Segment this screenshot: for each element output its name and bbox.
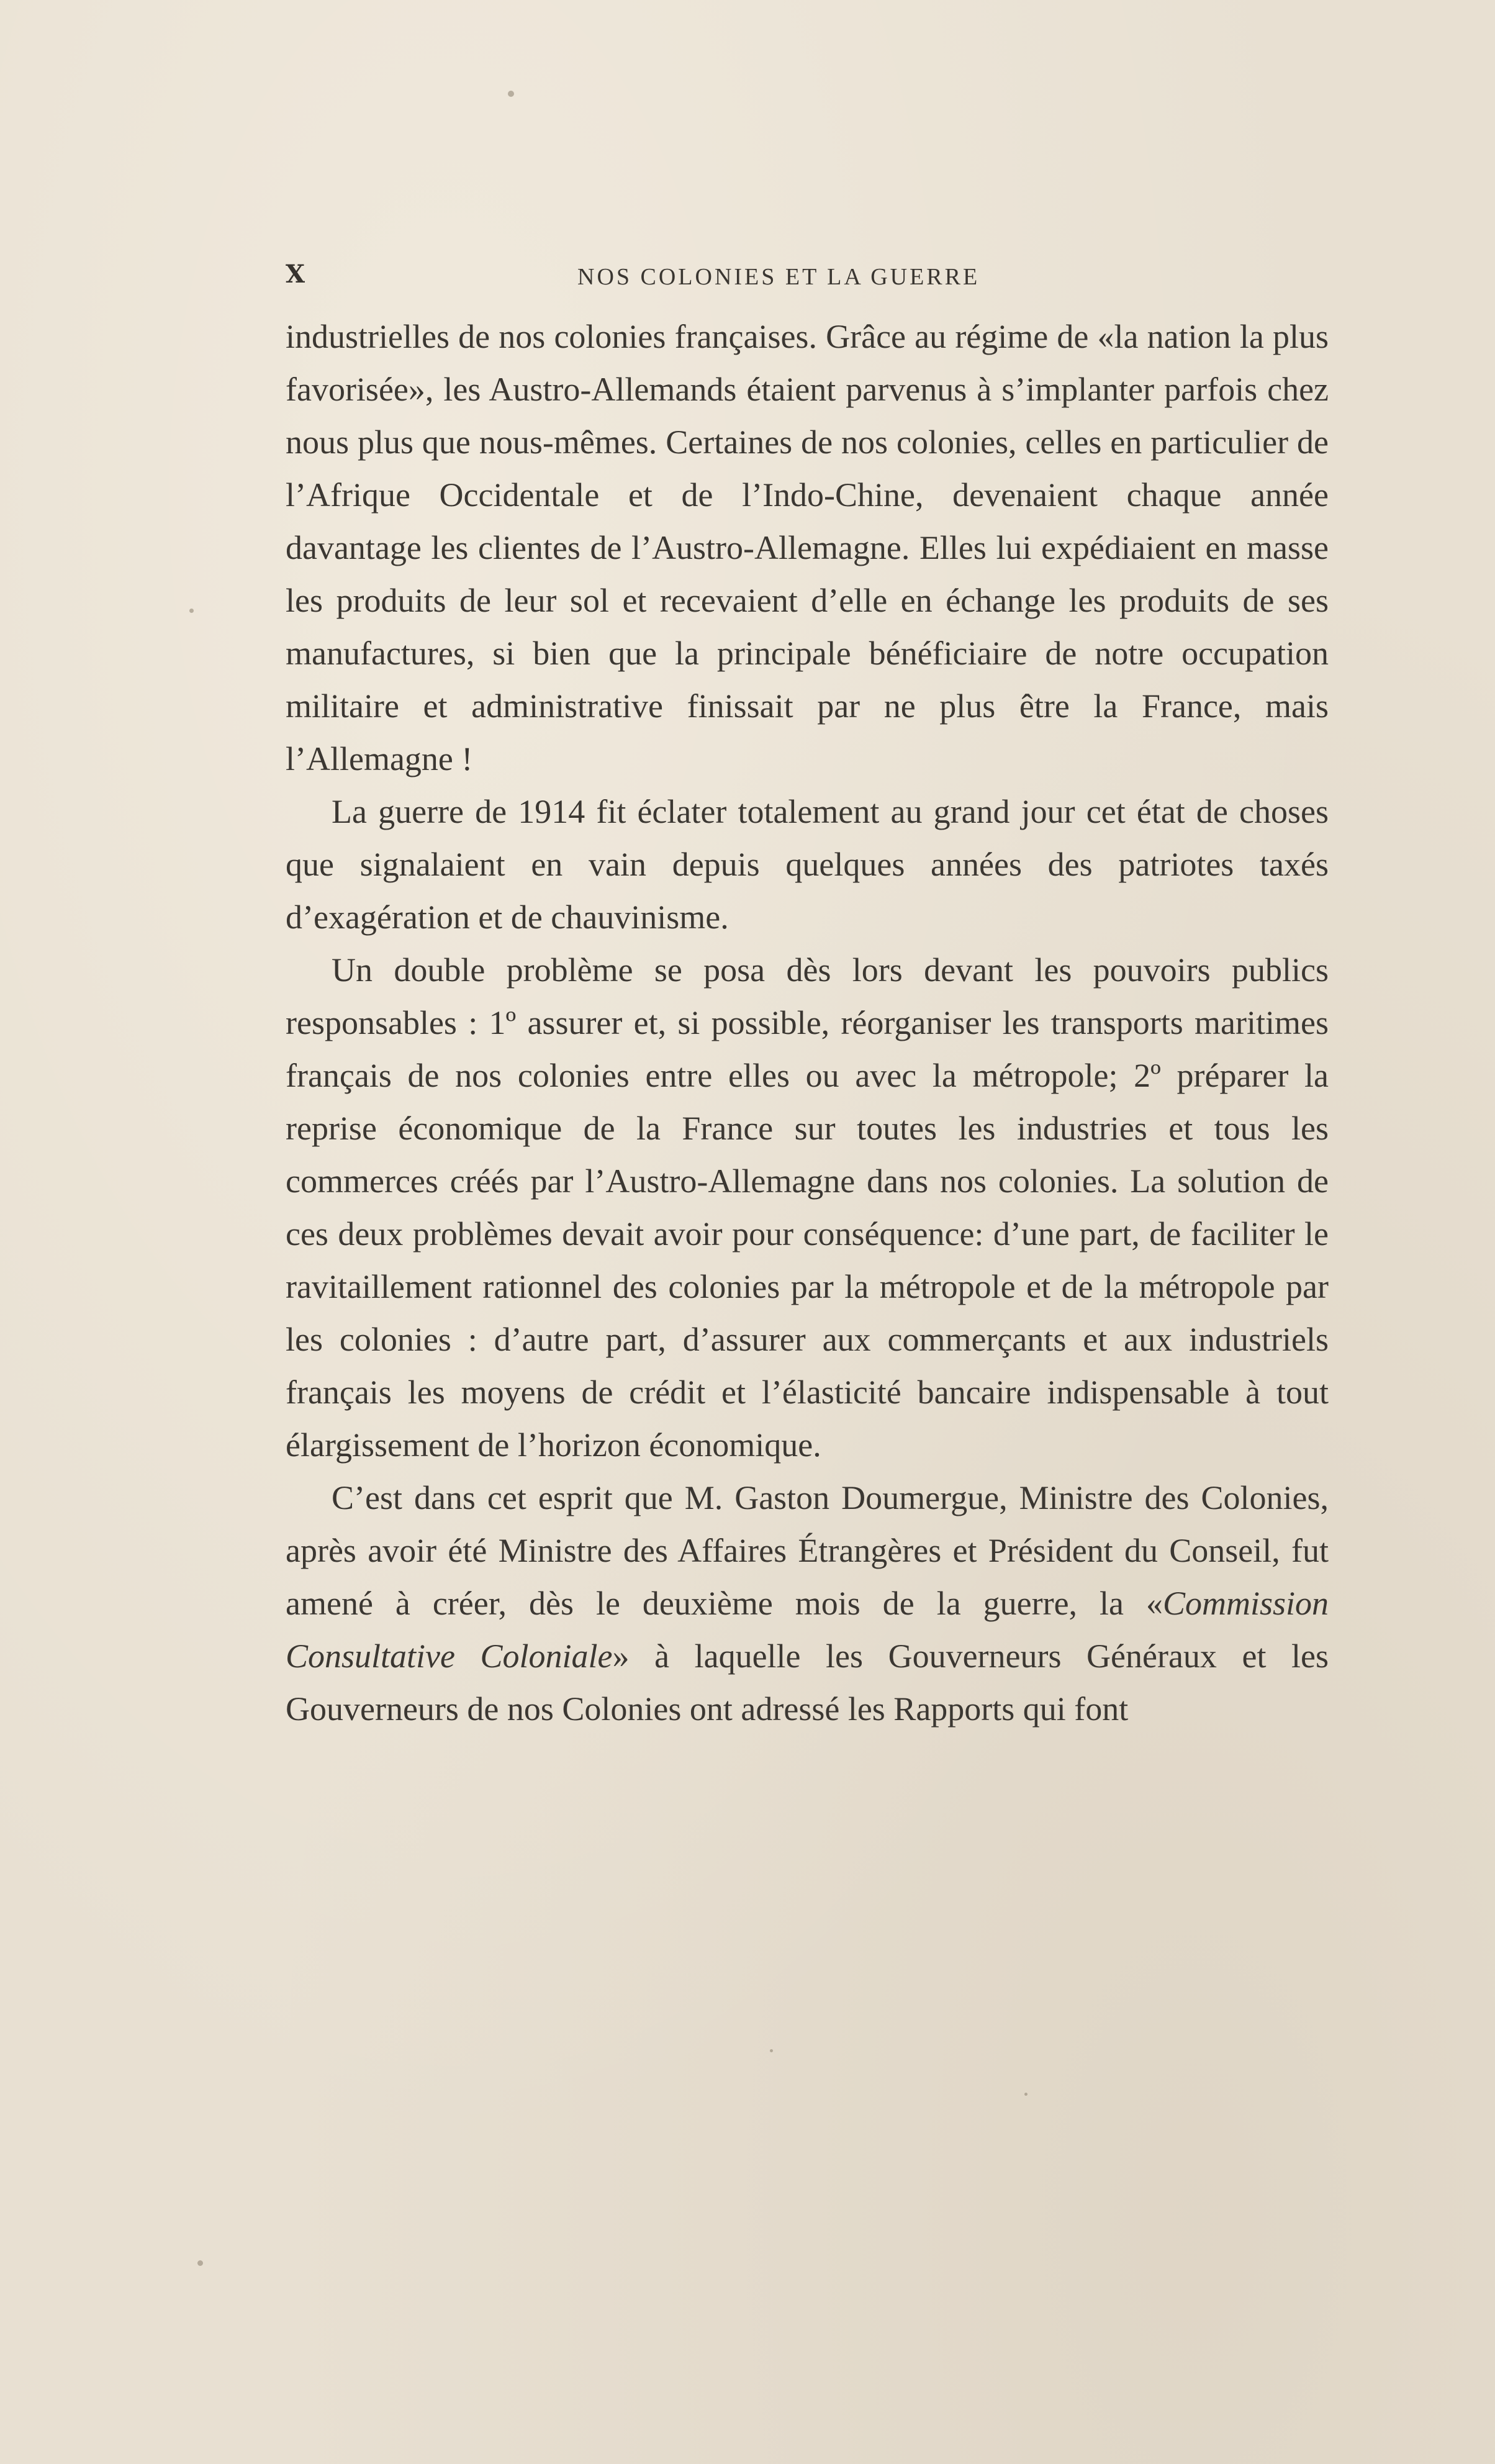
body-text (286, 310, 1329, 1736)
paragraph-3: Un double problème se posa dès lors devant les pouvoirs publics responsables : 1º assurer et, si possible, réorganiser les transports maritimes français de nos colonies entre elles ou avec la métropole; 2º préparer la reprise économique de la France sur toutes les industries et tous les commerces créés par l’Austro-Allemagne dans nos colonies. La solution de ces deux problèmes devait avoir pour conséquence: d’une part, de faciliter le ravitaillement rationnel des colonies par la métropole et de la métropole par les colonies : d’autre part, d’assurer aux commerçants et aux industriels français les moyens de crédit et l’élasticité bancaire indispensable à tout élargissement de l’horizon économique. (286, 951, 1329, 1464)
commission-name: Commission Consultative Coloniale (286, 1585, 1329, 1675)
page-number: X (286, 260, 307, 289)
paragraph-2: La guerre de 1914 fit éclater totalement au grand jour cet état de choses que signalaient en vain depuis quelques années des patriotes taxés d’exagération et de chauvinisme. (286, 793, 1329, 936)
paper-speck (770, 2049, 773, 2052)
paper-speck (508, 91, 514, 97)
paragraph-1: industrielles de nos colonies françaises. Grâce au régime de «la nation la plus favorisée», les Austro-Allemands étaient parvenus à s’implanter parfois chez nous plus que nous-mêmes. Certaines de nos colonies, celles en particulier de l’Afrique Occidentale et de l’Indo-Chine, devenaient chaque année davantage les clientes de l’Austro-Allemagne. Elles lui expédiaient en masse les produits de leur sol et recevaient d’elle en échange les produits de ses manufactures, si bien que la principale bénéficiaire de notre occupation militaire et administrative finissait par ne plus être la France, mais l’Allemagne ! (286, 318, 1329, 777)
page-header (286, 260, 1322, 297)
paragraph-4-text-end: » à laquelle les Gouverneurs Généraux et les Gouverneurs de nos Colonies ont adressé les Rapports qui font (286, 1637, 1329, 1728)
paper-speck (197, 2260, 203, 2266)
paper-speck (189, 609, 194, 613)
paper-speck (1024, 2093, 1028, 2096)
running-title: NOS COLONIES ET LA GUERRE (577, 264, 980, 290)
paragraph-4-text-start: C’est dans cet esprit que M. Gaston Doumergue, Ministre des Colonies, après avoir été Ministre des Affaires Étrangères et Président du Conseil, fut amené à créer, dès le deuxième mois de la guerre, la « (286, 1479, 1329, 1622)
paragraph-4 (286, 1472, 1329, 1736)
